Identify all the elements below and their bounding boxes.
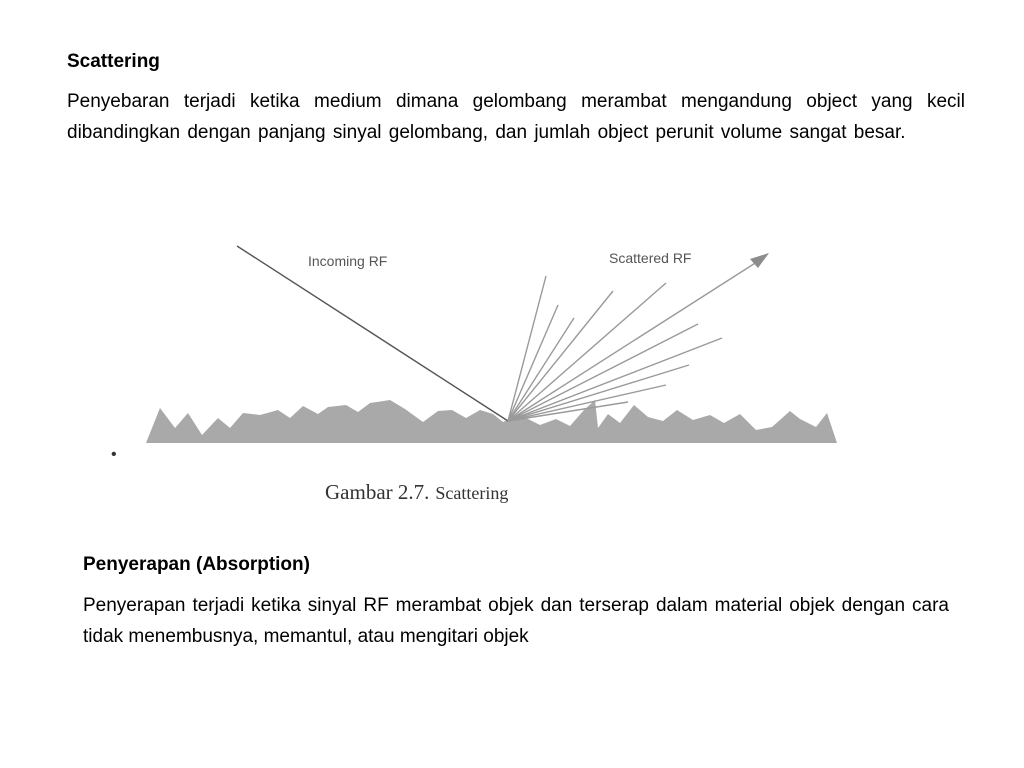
- incoming-rf-label: Incoming RF: [308, 253, 388, 269]
- section-heading-absorption: Penyerapan (Absorption): [83, 554, 310, 575]
- incoming-ray: [237, 246, 508, 421]
- scattering-figure: [100, 228, 860, 518]
- section-heading-scattering: Scattering: [67, 51, 160, 72]
- scattered-rays: [508, 260, 760, 421]
- section-body-scattering: Penyebaran terjadi ketika medium dimana gelombang merambat mengandung object yang kecil dibandingkan dengan panjang sinyal gelombang, dan jumlah object perunit volume sangat besar.: [67, 91, 965, 143]
- scattered-rf-label: Scattered RF: [609, 250, 692, 266]
- figure-caption: [325, 480, 508, 504]
- rough-surface: [146, 400, 837, 443]
- section-body-absorption: Penyerapan terjadi ketika sinyal RF merambat objek dan terserap dalam material objek dengan cara tidak menembusnya, memantul, atau mengitari objek: [83, 595, 949, 647]
- figure-caption-prefix: Gambar 2.7.: [325, 480, 430, 504]
- arrowhead-icon: [750, 253, 769, 268]
- figure-caption-title: Scattering: [435, 483, 509, 503]
- bullet-marker: •: [111, 446, 117, 463]
